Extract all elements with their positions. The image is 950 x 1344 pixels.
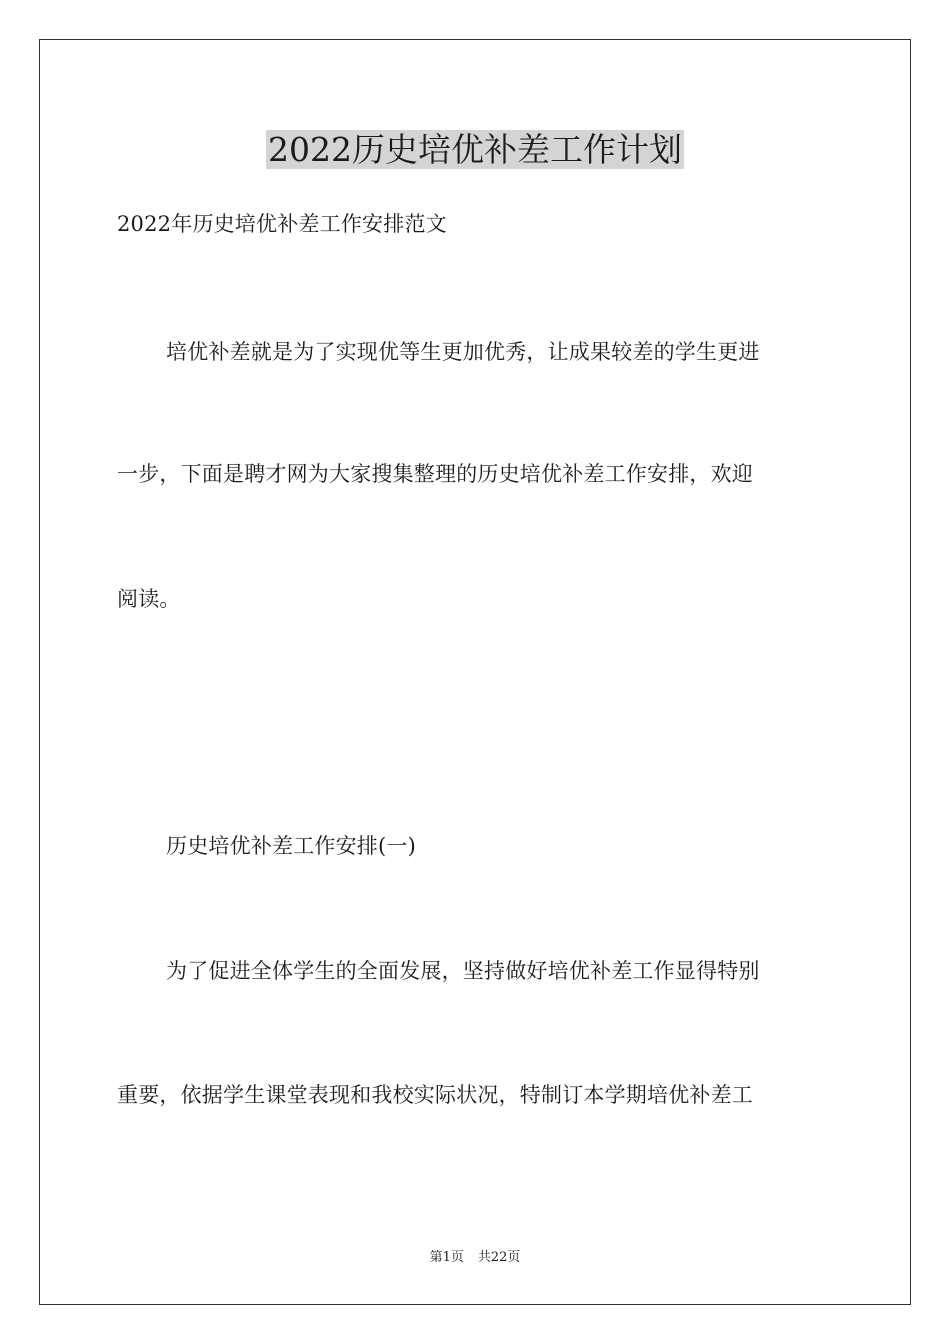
document-subtitle: 2022年历史培优补差工作安排范文	[117, 212, 447, 236]
page-number-current: 第1页	[429, 1250, 464, 1265]
paragraph-1-line-3: 阅读。	[117, 587, 181, 611]
paragraph-1-line-1: 培优补差就是为了实现优等生更加优秀，让成果较差的学生更进	[166, 340, 760, 364]
section-heading: 历史培优补差工作安排(一)	[166, 834, 416, 858]
page-footer	[0, 1249, 950, 1267]
paragraph-1-line-2: 一步，下面是聘才网为大家搜集整理的历史培优补差工作安排，欢迎	[117, 462, 753, 486]
paragraph-2-line-1: 为了促进全体学生的全面发展，坚持做好培优补差工作显得特别	[166, 959, 760, 983]
paragraph-2-line-2: 重要，依据学生课堂表现和我校实际状况，特制订本学期培优补差工	[117, 1083, 753, 1107]
page-number-total: 共22页	[477, 1250, 521, 1265]
document-title-text: 2022历史培优补差工作计划	[268, 130, 682, 169]
document-title	[0, 128, 950, 172]
